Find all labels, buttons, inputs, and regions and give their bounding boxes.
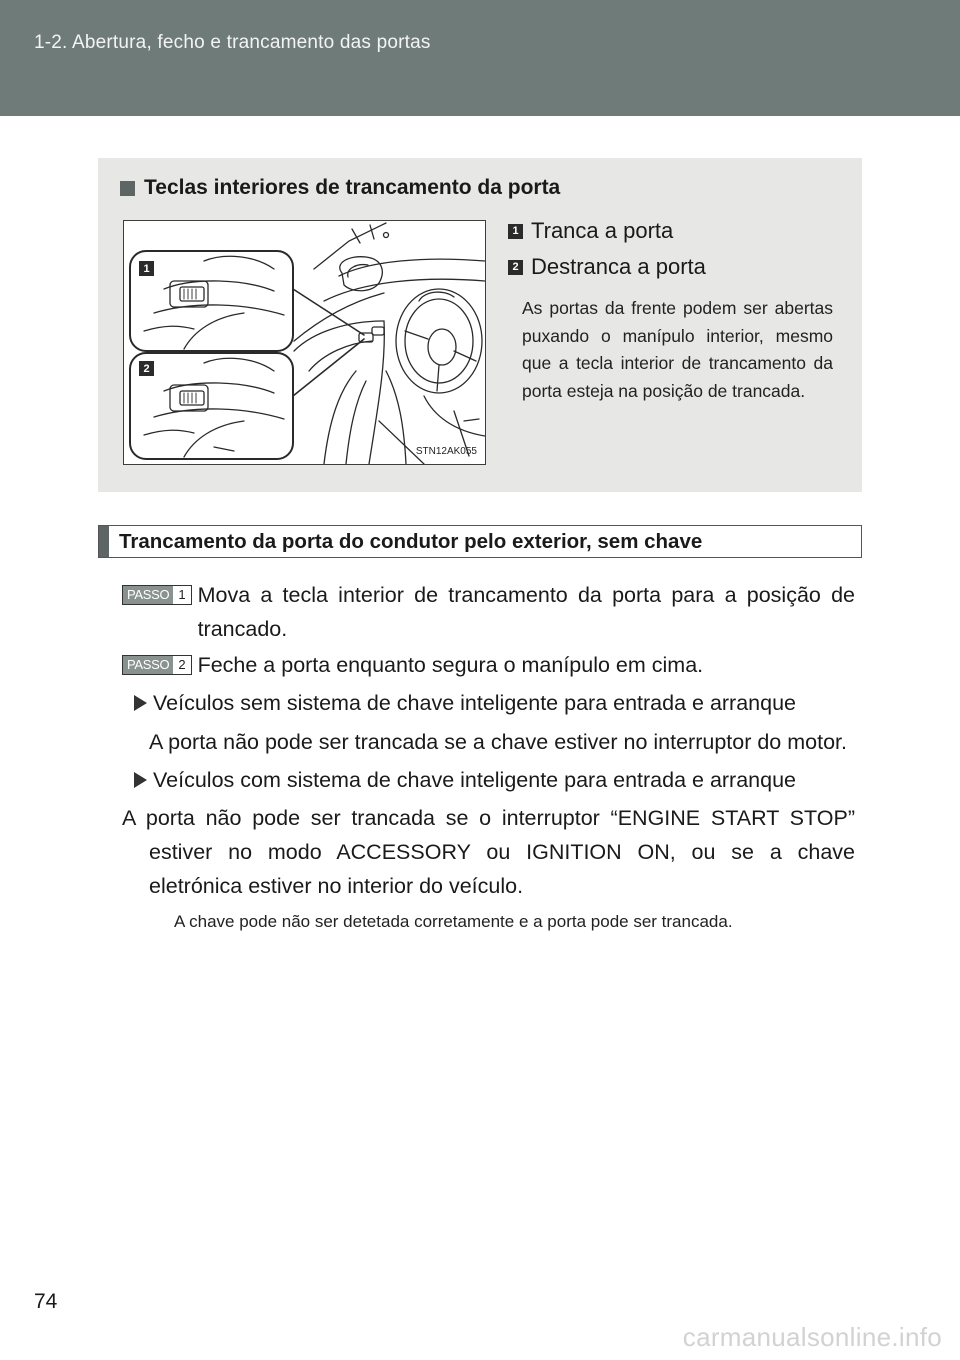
- section-heading: Trancamento da porta do condutor pelo exterior, sem chave: [119, 529, 703, 553]
- watermark: carmanualsonline.info: [682, 1322, 942, 1352]
- step-badge: [122, 585, 192, 605]
- legend-text-lock: Tranca a porta: [531, 218, 674, 243]
- section-title: 1-2. Abertura, fecho e trancamento das portas: [34, 32, 431, 53]
- car-interior-drawing: [124, 221, 485, 464]
- step-badge: [122, 655, 192, 675]
- door-lock-illustration: [123, 220, 486, 465]
- figure-code: STN12AK055: [415, 446, 477, 457]
- bullet-body: A porta não pode ser trancada se o interruptor “ENGINE START STOP” estiver no modo ACCESSORY ou IGNITION ON, ou se a chave eletrónica estiver no interior do veículo.: [122, 806, 855, 898]
- callout-marker-2: 2: [139, 361, 154, 376]
- section-content: [122, 578, 855, 935]
- info-box: [98, 158, 862, 492]
- step-text: Feche a porta enquanto segura o manípulo em cima.: [197, 653, 704, 677]
- bullet-heading: Veículos com sistema de chave inteligente para entrada e arranque: [153, 768, 797, 792]
- legend-text-unlock: Destranca a porta: [531, 254, 706, 279]
- square-bullet-icon: [120, 181, 135, 196]
- bullet-body: A porta não pode ser trancada se a chave estiver no interruptor do motor.: [149, 730, 847, 754]
- step-item: [122, 578, 855, 646]
- step-item: [122, 648, 855, 682]
- step-badge-label: PASSO: [123, 586, 173, 604]
- footnote: A chave pode não ser detetada corretamente e a porta pode ser trancada.: [174, 912, 733, 931]
- step-badge-number: 2: [173, 656, 190, 674]
- legend-item: [508, 249, 833, 285]
- info-box-title: [120, 176, 560, 200]
- callout-marker-1: 1: [139, 261, 154, 276]
- step-badge-label: PASSO: [123, 656, 173, 674]
- section-mark: [99, 526, 109, 557]
- step-badge-number: 1: [173, 586, 190, 604]
- triangle-bullet-icon: [134, 695, 147, 711]
- legend-note: As portas da frente podem ser abertas puxando o manípulo interior, mesmo que a tecla interior de trancamento da porta esteja na posição de trancada.: [522, 298, 833, 401]
- bullet-item: [134, 763, 855, 797]
- legend-item: [508, 213, 833, 249]
- step-text: Mova a tecla interior de trancamento da porta para a posição de trancado.: [197, 583, 855, 641]
- section-heading-bar: [98, 525, 862, 558]
- page-header: [0, 0, 960, 116]
- legend-number-1: 1: [508, 224, 523, 239]
- page-number: 74: [34, 1290, 58, 1313]
- bullet-item: [134, 686, 855, 720]
- info-box-title-text: Teclas interiores de trancamento da porta: [144, 176, 561, 199]
- bullet-heading: Veículos sem sistema de chave inteligente para entrada e arranque: [153, 691, 797, 715]
- legend-number-2: 2: [508, 260, 523, 275]
- figure-legend: [508, 213, 833, 405]
- triangle-bullet-icon: [134, 772, 147, 788]
